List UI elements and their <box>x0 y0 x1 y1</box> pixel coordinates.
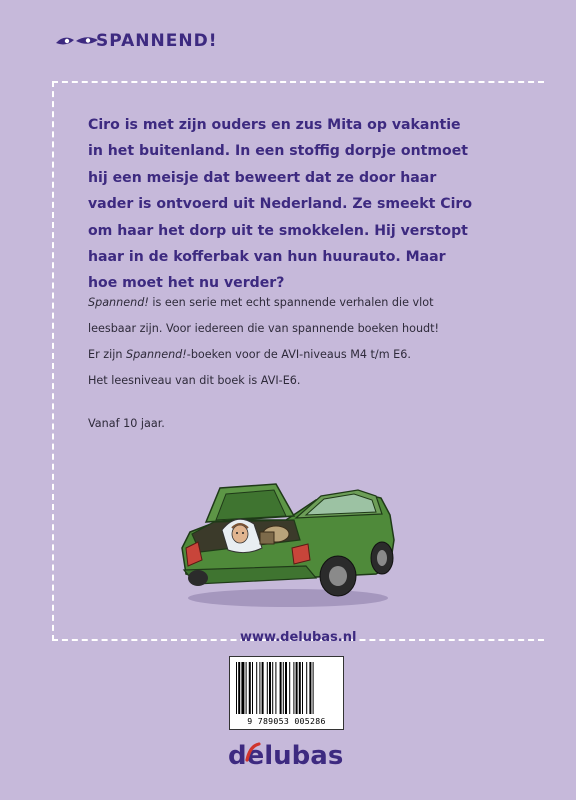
series-info-line-4: Het leesniveau van dit boek is AVI-E6. <box>88 374 301 387</box>
series-info-line-2: leesbaar zijn. Voor iedereen die van spannende boeken houdt! <box>88 322 440 335</box>
age-recommendation: Vanaf 10 jaar. <box>88 417 165 430</box>
barcode-bar <box>262 662 264 714</box>
barcode-bars <box>236 662 339 714</box>
series-info-line-1: Spannend! is een serie met echt spannende verhalen die vlot <box>88 296 434 309</box>
barcode-bar <box>272 662 273 714</box>
barcode-bar <box>267 662 268 714</box>
barcode-bar <box>306 662 307 714</box>
barcode-bar <box>283 662 284 714</box>
series-info <box>88 290 518 394</box>
website-url[interactable]: www.delubas.nl <box>240 630 357 645</box>
barcode-bar <box>309 662 311 714</box>
barcode-bar <box>296 662 298 714</box>
publisher-logo <box>228 736 348 772</box>
barcode-bar <box>241 662 244 714</box>
barcode-bar <box>280 662 282 714</box>
blurb-text: Ciro is met zijn ouders en zus Mita op vakantie in het buitenland. In een stoffig dorpje ontmoet hij een meisje dat beweert dat ze door haar vader is ontvoerd uit Nederland. Ze smeekt Ciro om haar het dorp uit te smokkelen. Hij verstopt haar in de kofferbak van hun huurauto. Maar hoe moet het nu verder? <box>88 117 473 292</box>
barcode-bar <box>256 662 257 714</box>
barcode-bar <box>293 662 294 714</box>
barcode-bar <box>246 662 247 714</box>
barcode-bar <box>259 662 260 714</box>
eyes-icon <box>54 35 100 47</box>
barcode-bar <box>269 662 271 714</box>
series-name: Spannend! <box>125 348 187 361</box>
barcode <box>229 656 344 730</box>
barcode-bar <box>285 662 287 714</box>
series-logo-text: SPANNEND! <box>96 31 218 51</box>
barcode-bar <box>289 662 290 714</box>
barcode-bar <box>299 662 301 714</box>
barcode-bar <box>252 662 253 714</box>
barcode-bar <box>313 662 314 714</box>
barcode-bar <box>249 662 251 714</box>
barcode-bar <box>238 662 240 714</box>
series-info-line-3: Er zijn Spannend!-boeken voor de AVI-niveaus M4 t/m E6. <box>88 348 411 361</box>
series-logo <box>54 30 234 52</box>
car-illustration <box>176 470 398 610</box>
barcode-bar <box>275 662 276 714</box>
isbn-number: 9 789053 005286 <box>247 716 326 726</box>
barcode-bar <box>236 662 237 714</box>
barcode-bar <box>302 662 303 714</box>
series-name: Spannend! <box>88 296 149 309</box>
publisher-logo-text: delubas <box>228 741 344 771</box>
